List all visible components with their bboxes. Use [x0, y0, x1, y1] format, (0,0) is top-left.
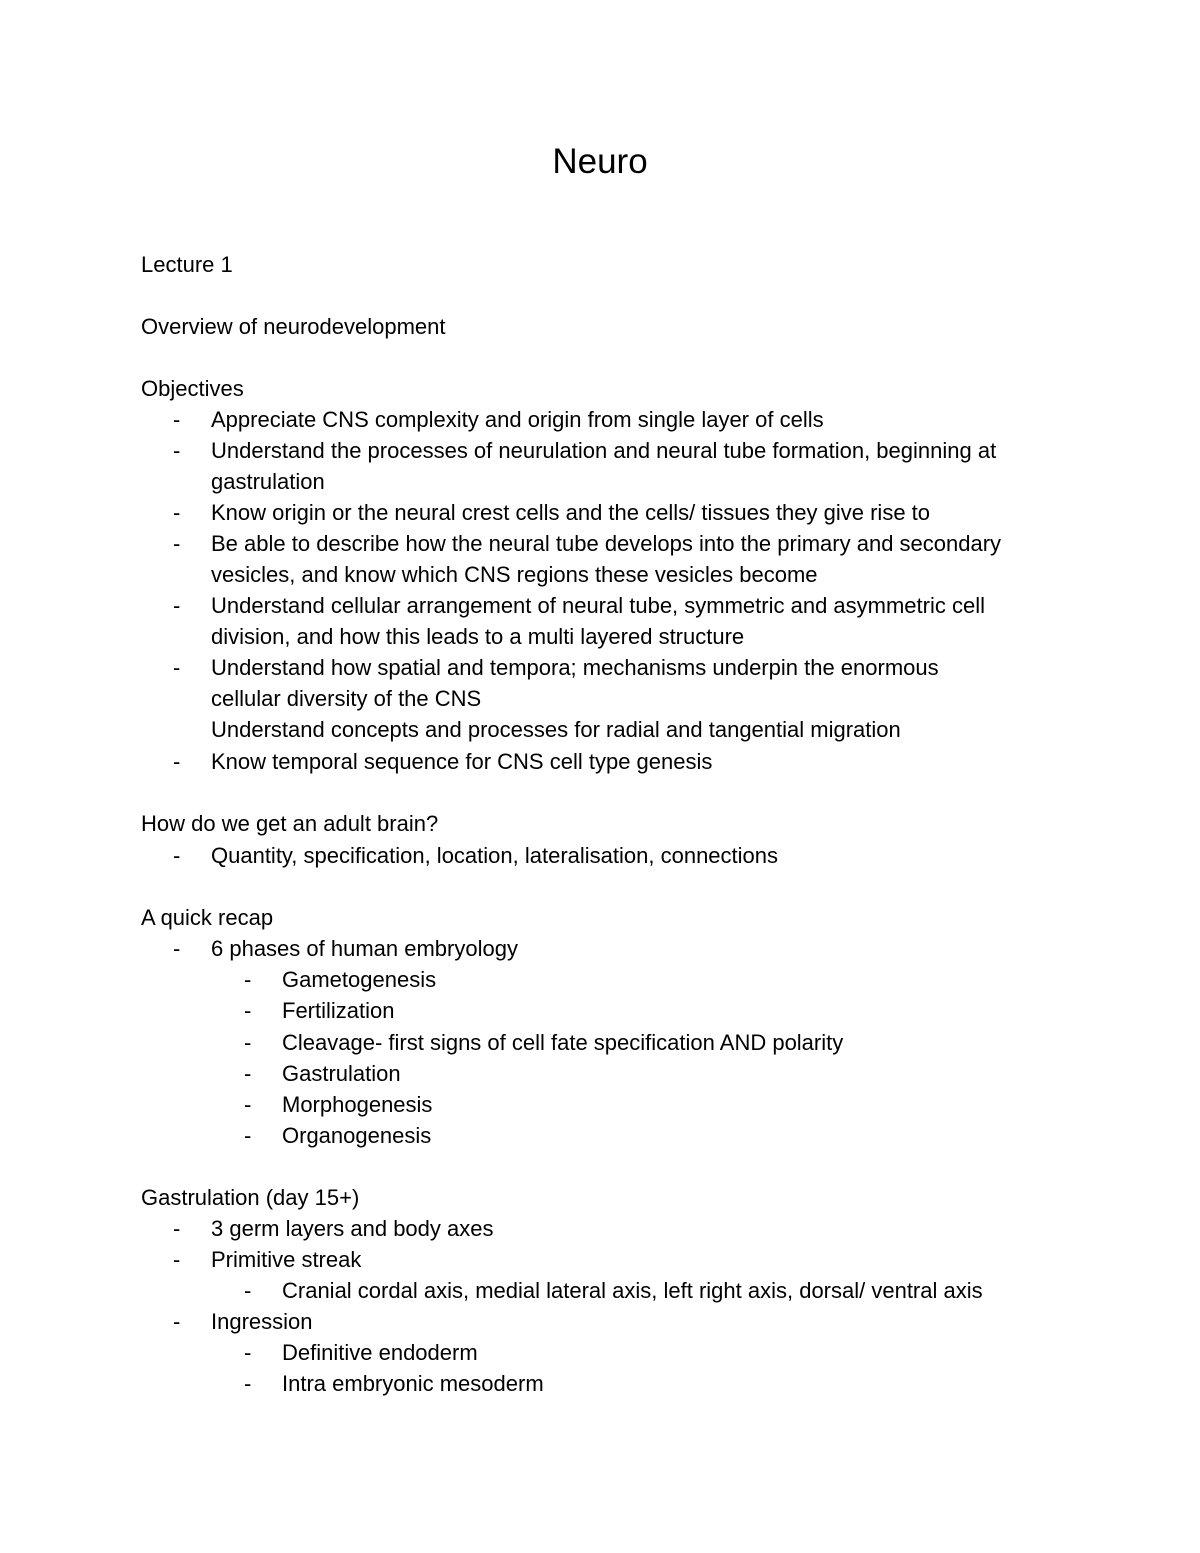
objective-item: Understand how spatial and tempora; mechanisms underpin the enormous [211, 655, 939, 680]
gastrulation-heading: Gastrulation (day 15+) [141, 1185, 360, 1210]
sub-bullet-dash: - [244, 1340, 252, 1365]
bullet-dash: - [173, 1309, 181, 1334]
sub-bullet-dash: - [244, 1123, 252, 1148]
bullet-dash: - [173, 655, 181, 680]
objective-item-continuation: vesicles, and know which CNS regions these vesicles become [211, 562, 818, 587]
objective-item: Understand cellular arrangement of neural tube, symmetric and asymmetric cell [211, 593, 985, 618]
page-title: Neuro [552, 142, 648, 181]
phase-item: Fertilization [282, 998, 395, 1023]
bullet-dash: - [173, 936, 181, 961]
objective-item-continuation: cellular diversity of the CNS [211, 686, 482, 711]
objective-item: Know origin or the neural crest cells and the cells/ tissues they give rise to [211, 500, 931, 525]
bullet-dash: - [173, 531, 181, 556]
objectives-heading: Objectives [141, 376, 244, 401]
objective-item-continuation: gastrulation [211, 469, 325, 494]
adult-brain-item: Quantity, specification, location, lateralisation, connections [211, 843, 779, 868]
lecture-label: Lecture 1 [141, 252, 233, 277]
gastrulation-item: 3 germ layers and body axes [211, 1216, 494, 1241]
sub-bullet-dash: - [244, 1030, 252, 1055]
sub-bullet-dash: - [244, 1278, 252, 1303]
recap-heading: A quick recap [141, 905, 274, 930]
phase-item: Gametogenesis [282, 967, 437, 992]
gastrulation-subitem: Definitive endoderm [282, 1340, 478, 1365]
objective-item-continuation: Understand concepts and processes for radial and tangential migration [211, 717, 901, 742]
bullet-dash: - [173, 500, 181, 525]
sub-bullet-dash: - [244, 1092, 252, 1117]
phase-item: Cleavage- first signs of cell fate specification AND polarity [282, 1030, 844, 1055]
objective-item-continuation: division, and how this leads to a multi layered structure [211, 624, 745, 649]
adult-brain-heading: How do we get an adult brain? [141, 811, 439, 836]
recap-item: 6 phases of human embryology [211, 936, 518, 961]
sub-bullet-dash: - [244, 1061, 252, 1086]
gastrulation-subitem: Cranial cordal axis, medial lateral axis, left right axis, dorsal/ ventral axis [282, 1278, 983, 1303]
objective-item: Appreciate CNS complexity and origin from single layer of cells [211, 407, 824, 432]
gastrulation-item: Primitive streak [211, 1247, 362, 1272]
bullet-dash: - [173, 407, 181, 432]
bullet-dash: - [173, 438, 181, 463]
overview-heading: Overview of neurodevelopment [141, 314, 446, 339]
gastrulation-subitem: Intra embryonic mesoderm [282, 1371, 544, 1396]
bullet-dash: - [173, 1216, 181, 1241]
phase-item: Morphogenesis [282, 1092, 433, 1117]
bullet-dash: - [173, 593, 181, 618]
objective-item: Be able to describe how the neural tube develops into the primary and secondary [211, 531, 1002, 556]
sub-bullet-dash: - [244, 967, 252, 992]
sub-bullet-dash: - [244, 998, 252, 1023]
gastrulation-item: Ingression [211, 1309, 313, 1334]
bullet-dash: - [173, 843, 181, 868]
objective-item: Know temporal sequence for CNS cell type genesis [211, 749, 713, 774]
bullet-dash: - [173, 1247, 181, 1272]
phase-item: Organogenesis [282, 1123, 432, 1148]
objective-item: Understand the processes of neurulation and neural tube formation, beginning at [211, 438, 997, 463]
sub-bullet-dash: - [244, 1371, 252, 1396]
bullet-dash: - [173, 749, 181, 774]
phase-item: Gastrulation [282, 1061, 401, 1086]
